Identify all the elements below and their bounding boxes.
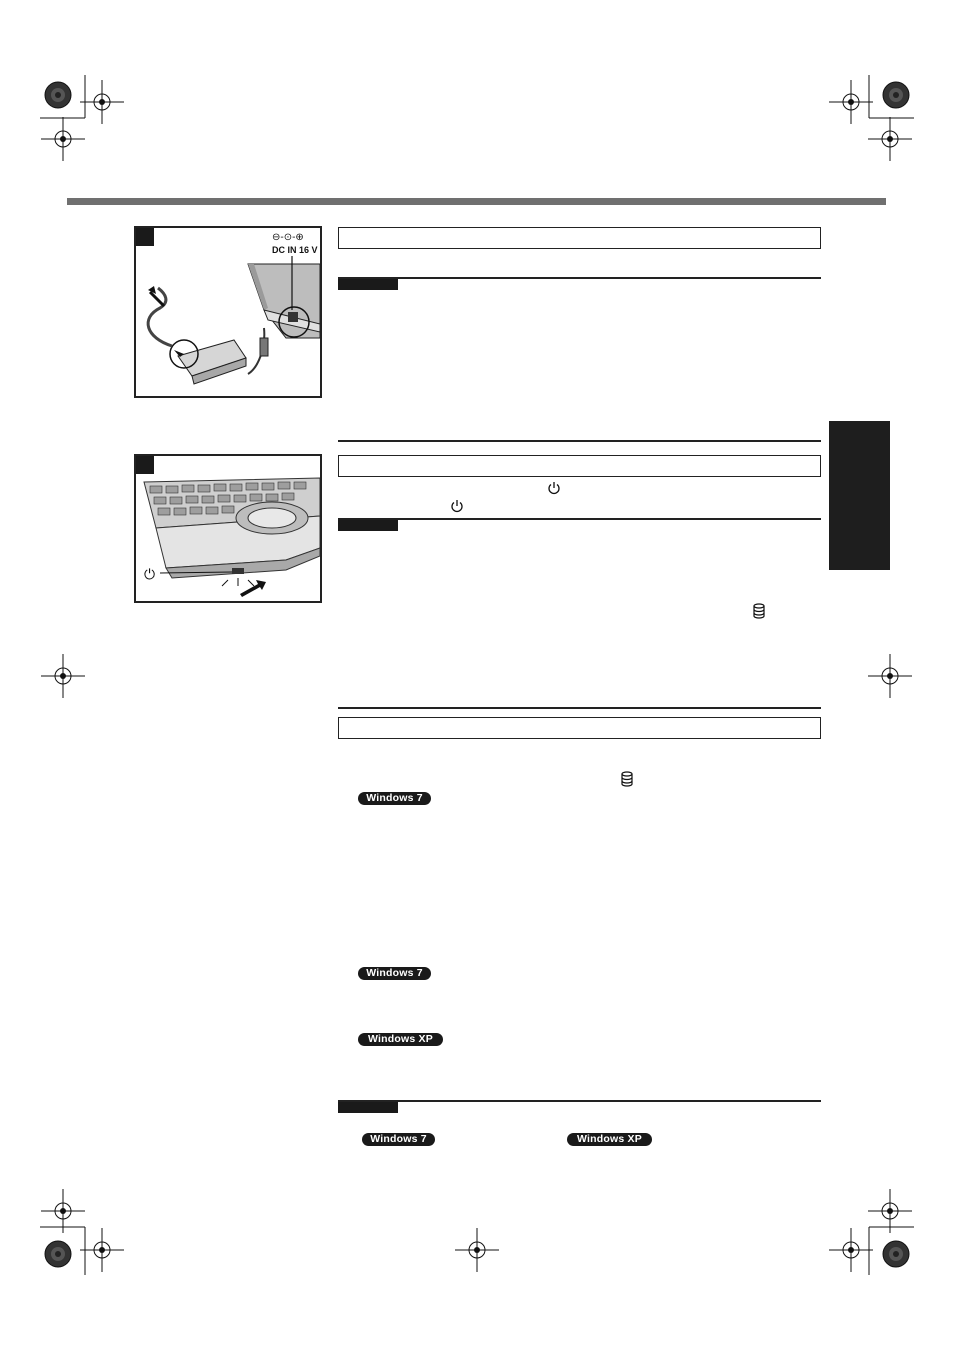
power-icon: ⏻: [144, 566, 156, 582]
section-rule: [338, 440, 821, 442]
power-icon: [547, 481, 561, 495]
note-rule: [338, 518, 821, 520]
step-heading-box: [338, 455, 821, 477]
step-heading-box: [338, 717, 821, 739]
figure-ac-adapter: [134, 226, 322, 398]
note-rule: [338, 1100, 821, 1102]
os-badge-windows7: Windows 7: [358, 792, 431, 805]
note-label-tab: [338, 520, 398, 531]
header-bar: [67, 198, 886, 205]
os-badge-windowsxp: Windows XP: [567, 1133, 652, 1146]
power-switch-illustration: [136, 456, 320, 601]
polarity-label: ⊖-⊙-⊕: [272, 232, 304, 243]
drive-status-icon: [752, 603, 766, 619]
step-heading-box: [338, 227, 821, 249]
os-badge-windowsxp: Windows XP: [358, 1033, 443, 1046]
note-label-tab: [338, 279, 398, 290]
drive-status-icon: [620, 771, 634, 787]
os-badge-windows7: Windows 7: [362, 1133, 435, 1146]
dc-in-label: DC IN 16 V: [272, 245, 318, 255]
note-rule: [338, 277, 821, 279]
os-badge-windows7: Windows 7: [358, 967, 431, 980]
ac-adapter-illustration: [136, 228, 320, 396]
figure-power-switch: [134, 454, 322, 603]
power-icon: [450, 499, 464, 513]
section-rule: [338, 707, 821, 709]
chapter-side-tab: [829, 421, 890, 570]
note-label-tab: [338, 1102, 398, 1113]
